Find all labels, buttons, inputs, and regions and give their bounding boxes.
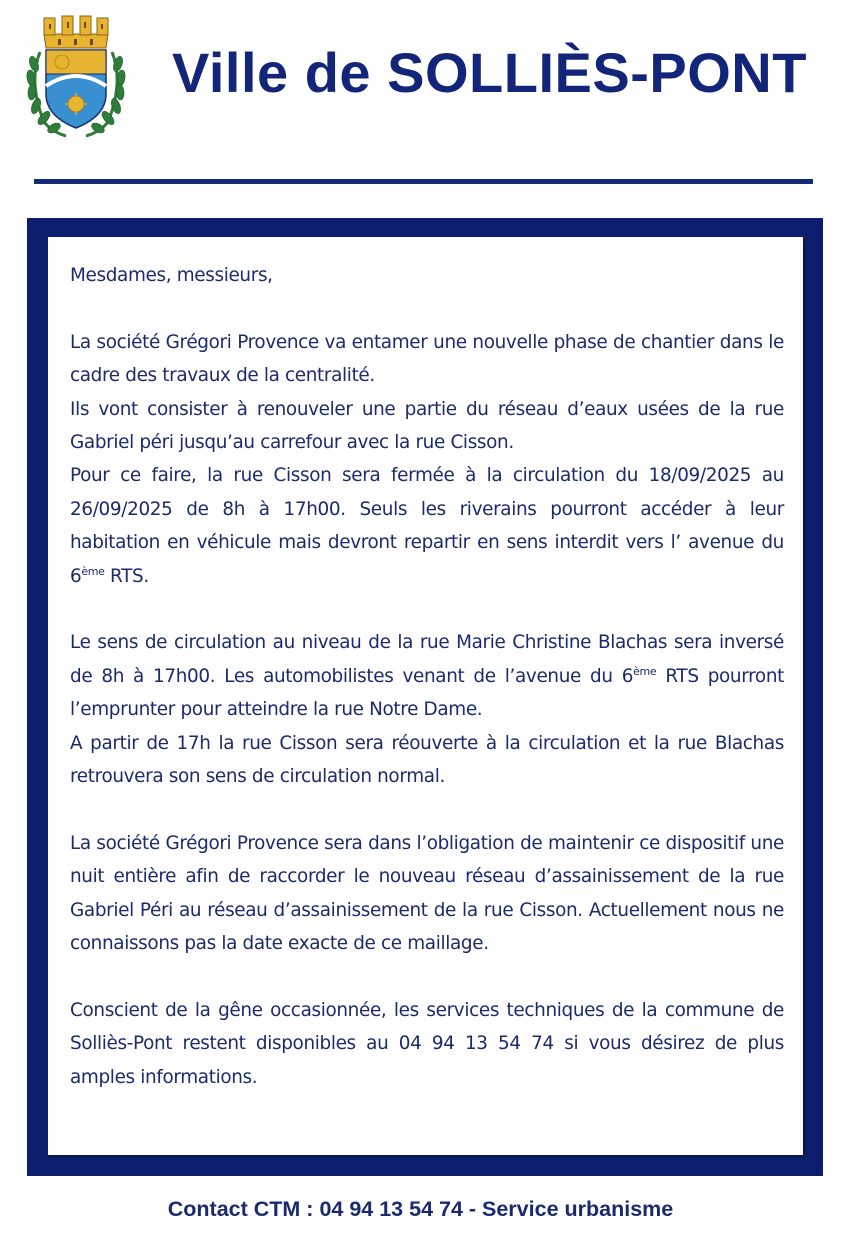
paragraph-1-line-3-tail: RTS. — [104, 565, 149, 587]
paragraph-3: La société Grégori Provence sera dans l’obligation de maintenir ce dispositif une nuit entière afin de raccorder le nouveau réseau d’assainissement de la rue Gabriel Péri au réseau d’assainissement de la rue Cisson. Actuellement nous ne connaissons pas la date exacte de ce maillage. — [70, 832, 784, 955]
paragraph-2-line-1-text: Le sens de circulation au niveau de la rue Marie Christine Blachas sera inversé de 8h à 17h00. Les automobilistes venant de l’avenue du 6 — [70, 632, 784, 687]
paragraph-1-line-3-text: Pour ce faire, la rue Cisson sera fermée à la circulation du 18/09/2025 au 26/09/2025 de 8h à 17h00. Seuls les riverains pourront accéder à leur habitation en véhicule mais devront repartir en sens interdit vers l’ avenue du 6 — [70, 465, 784, 587]
paragraph-1-line-2: Ils vont consister à renouveler une partie du réseau d’eaux usées de la rue Gabriel péri jusqu’au carrefour avec la rue Cisson. — [70, 398, 784, 454]
footer-contact: Contact CTM : 04 94 13 54 74 - Service urbanisme — [167, 1197, 674, 1221]
town-coat-of-arms-icon — [22, 12, 130, 140]
notice-body — [70, 259, 784, 1094]
salutation: Mesdames, messieurs, — [70, 265, 273, 286]
paragraph-1-line-3 — [70, 459, 784, 593]
paragraph-2-line-1 — [70, 626, 784, 726]
ordinal-superscript: ème — [81, 564, 105, 578]
header-divider — [34, 179, 813, 184]
paragraph-2-line-1-tail: RTS pourront l’emprunter pour atteindre la rue Notre Dame. — [70, 665, 784, 721]
paragraph-2-line-2: A partir de 17h la rue Cisson sera réouverte à la circulation et la rue Blachas retrouvera son sens de circulation normal. — [70, 732, 784, 788]
town-title: Ville de SOLLIÈS-PONT — [172, 41, 807, 104]
paragraph-4: Conscient de la gêne occasionnée, les services techniques de la commune de Solliès-Pont restent disponibles au 04 94 13 54 74 si vous désirez de plus amples informations. — [70, 999, 784, 1088]
notice-frame — [27, 218, 823, 1176]
paragraph-1-line-1: La société Grégori Provence va entamer une nouvelle phase de chantier dans le cadre des travaux de la centralité. — [70, 331, 784, 387]
notice-panel — [48, 237, 803, 1155]
ordinal-superscript: ème — [633, 664, 657, 678]
